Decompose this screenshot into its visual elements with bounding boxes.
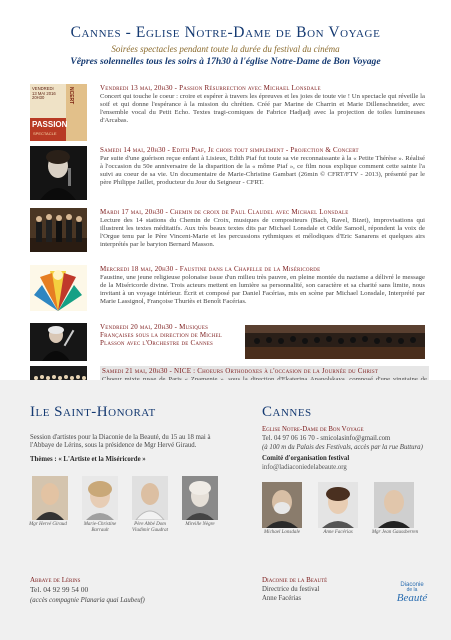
orchestra-photo — [245, 325, 425, 359]
chemin-de-croix-art — [30, 208, 87, 252]
portrait-giraud-art — [32, 476, 68, 520]
director-name: Anne Facérias — [262, 595, 302, 602]
portrait-negre — [182, 476, 218, 520]
cannes-church: Eglise Notre-Dame de Bon Voyage — [262, 426, 364, 433]
plasson-photo — [30, 323, 87, 361]
portrait-giraud — [32, 476, 68, 520]
event-2-body: Par suite d'une guérison reçue enfant à Lisieux, Edith Piaf fut toute sa vie reconnaissante à la « Petite Thérèse ». Réalisé à l'occasion du 50e anniversaire de la disparition de la « môme Piaf », ce film nous explique comment cette sainte l'a suivi au coeur de sa vie. Un documentaire de Marie-Christine Gambart (26min © CFRT/FTV - 2013), présenté par le père Philippe Jaillet, producteur du Jour du Seigneur - CFRT. — [100, 155, 425, 186]
caption-barrault: Marie-Christine Barrault — [83, 522, 117, 533]
cannes-column — [262, 380, 432, 640]
committee-email[interactable]: info@ladiaconiedelabeaute.org — [262, 464, 347, 471]
page-subtitle: Soirées spectacles pendant toute la durée du festival du cinéma — [111, 44, 340, 54]
event-1-heading: Vendredi 13 mai, 20h30 - Passion Résurrection avec Michael Lonsdale — [100, 84, 321, 92]
abbaye-title: Abbaye de Lérins — [30, 576, 81, 584]
portrait-facerias — [318, 482, 358, 528]
event-4-body: Faustine, une jeune religieuse polonaise issue d'un milieu très pauvre, en pleine montée du nazisme a délivré le message de la Miséricorde divine. Trois acteurs mettent en lumière sa personnalité, son caractère et sa charité sans limite, nous invitant à un voyage intérieur. Écrit et composé par Daniel Facérias, mis en scène par Michael Lonsdale, Interprété par Marie Lassignol, Françoise Thuriès et Benoît Facérias. — [100, 274, 425, 305]
portrait-gaudrat — [132, 476, 168, 520]
event-3-heading: Mardi 17 mai, 20h30 - Chemin de croix de Paul Claudel avec Michael Lonsdale — [100, 208, 349, 216]
poster-title: PASSION — [32, 120, 68, 129]
event-2-text — [100, 146, 425, 187]
caption-gaudrat: Père Abbé Dom Vladimir Gaudrat — [132, 522, 168, 533]
event-2 — [30, 146, 425, 206]
logo-line-2: de la — [406, 587, 418, 593]
plasson-photo-art — [30, 323, 87, 361]
saint-honorat-themes: Thèmes : « L'Artiste et la Miséricorde » — [30, 456, 146, 463]
faustine-painting-art — [30, 265, 87, 311]
event-5-heading: Vendredi 20 mai, 20h30 - Musiques Françaises sous la direction de Michel Plasson avec l'Orchestre de Cannes — [100, 323, 223, 347]
portrait-barrault — [82, 476, 118, 520]
saint-honorat-text: Session d'artistes pour la Diaconie de la Beauté, du 15 au 18 mai à l'Abbaye de Lérins, sous la présidence de Mgr Hervé Giraud. — [30, 434, 211, 449]
event-4 — [30, 265, 425, 323]
caption-giraud: Mgr Hervé Giraud — [29, 522, 67, 527]
event-3-body: Lecture des 14 stations du Chemin de Croix, musiques de compositeurs (Bach, Ravel, Bizet), improvisations qui illustrent les textes méditatifs. Aux très beaux textes dits par Michael Lonsdale et Odile Samoël, répondent la voix de l'Orgue tenu par le Père Vincent-Marie et les percussions rythmiques et mélodiques d'Eric Sanarens et quelques airs interprétés par le baryton Bernard Masson. — [100, 217, 425, 248]
event-2-heading: Samedi 14 mai, 20h30 - Edith Piaf, Je chois tout simplement - Projection & Concert — [100, 146, 359, 154]
page-subtitle-vespers: Vêpres solennelles tous les soirs à 17h30 à l'église Notre-Dame de Bon Voyage — [70, 56, 381, 67]
committee-label: Comité d'organisation festival — [262, 455, 350, 462]
cannes-phone: Tel. 04 97 06 16 70 - smicolasinfo@gmail.com — [262, 435, 391, 442]
director-label: Directrice du festival — [262, 586, 320, 593]
event-4-heading: Mercredi 18 mai, 20h30 - Faustine dans la Chapelle de la Miséricorde — [100, 265, 321, 273]
caption-gaussberren: Mgr Jean Gaussberren — [371, 530, 419, 535]
poster-date-month: 13 MAI 2016 — [32, 90, 56, 96]
portrait-facerias-art — [318, 482, 358, 528]
portrait-lonsdale-art — [262, 482, 302, 528]
faustine-painting — [30, 265, 87, 311]
event-1 — [30, 84, 425, 144]
logo-line-3: Beauté — [396, 592, 428, 604]
event-5-text — [100, 323, 226, 348]
portrait-lonsdale — [262, 482, 302, 528]
portrait-gaussberren — [374, 482, 414, 528]
poster-date-time: 20H30 — [32, 95, 45, 101]
diaconie-title: Diaconie de la Beauté — [262, 576, 328, 584]
piaf-photo-art — [30, 146, 87, 200]
saint-honorat-column — [30, 380, 226, 640]
cannes-title: Cannes — [262, 404, 312, 420]
bottom-panel — [0, 380, 451, 640]
chemin-de-croix-photo — [30, 208, 87, 252]
portrait-barrault-art — [82, 476, 118, 520]
diaconie-logo — [390, 582, 434, 612]
portrait-gaudrat-art — [132, 476, 168, 520]
caption-lonsdale: Michael Lonsdale — [264, 530, 300, 535]
page-title: Cannes - Eglise Notre-Dame de Bon Voyage — [70, 24, 381, 41]
event-3-text — [100, 208, 425, 249]
caption-negre: Mireille Nègre — [185, 522, 215, 527]
poster-side-text: NCERT — [68, 87, 74, 105]
event-3 — [30, 208, 425, 264]
event-6-heading: Samedi 21 mai, 20h30 - NICE : Choeurs Orthodoxes à l'occasion de la Journée du Christ — [102, 367, 379, 375]
saint-honorat-title: Ile Saint-Honorat — [30, 404, 156, 420]
logo-line-1: Diaconie — [400, 582, 424, 588]
event-5 — [30, 323, 425, 363]
orchestra-photo-art — [245, 325, 425, 359]
abbaye-note: (accès compagnie Planaria quai Laubeuf) — [30, 597, 145, 604]
abbaye-phone: Tel. 04 92 99 54 00 — [30, 585, 89, 594]
event-1-text — [100, 84, 425, 125]
piaf-photo — [30, 146, 87, 200]
poster-tag: SPECTACLE — [33, 131, 57, 136]
event-1-body: Concert qui touche le coeur : croire et espérer à travers les épreuves et les joies de toute vie ! Un spectacle qui réveille la soif et qui donne l'espérance à la mission du chrétien. Créé par Marine de Charrin et Marie Dillenschneider, avec l'ensemble vocal du Petit Echo. Textes tragi-comiques de Fabrice Hadjadj avec la projection de toiles lumineuses d'Arcabas. — [100, 93, 425, 124]
cannes-note: (à 100 m du Palais des Festivals, accès par la rue Buttura) — [262, 444, 423, 451]
caption-facerias: Anne Facérias — [323, 530, 353, 535]
event-4-text — [100, 265, 425, 306]
portrait-negre-art — [182, 476, 218, 520]
poster-date-day: VENDREDI — [32, 86, 54, 91]
poster-date — [32, 87, 56, 101]
passion-poster — [30, 84, 87, 141]
portrait-gaussberren-art — [374, 482, 414, 528]
